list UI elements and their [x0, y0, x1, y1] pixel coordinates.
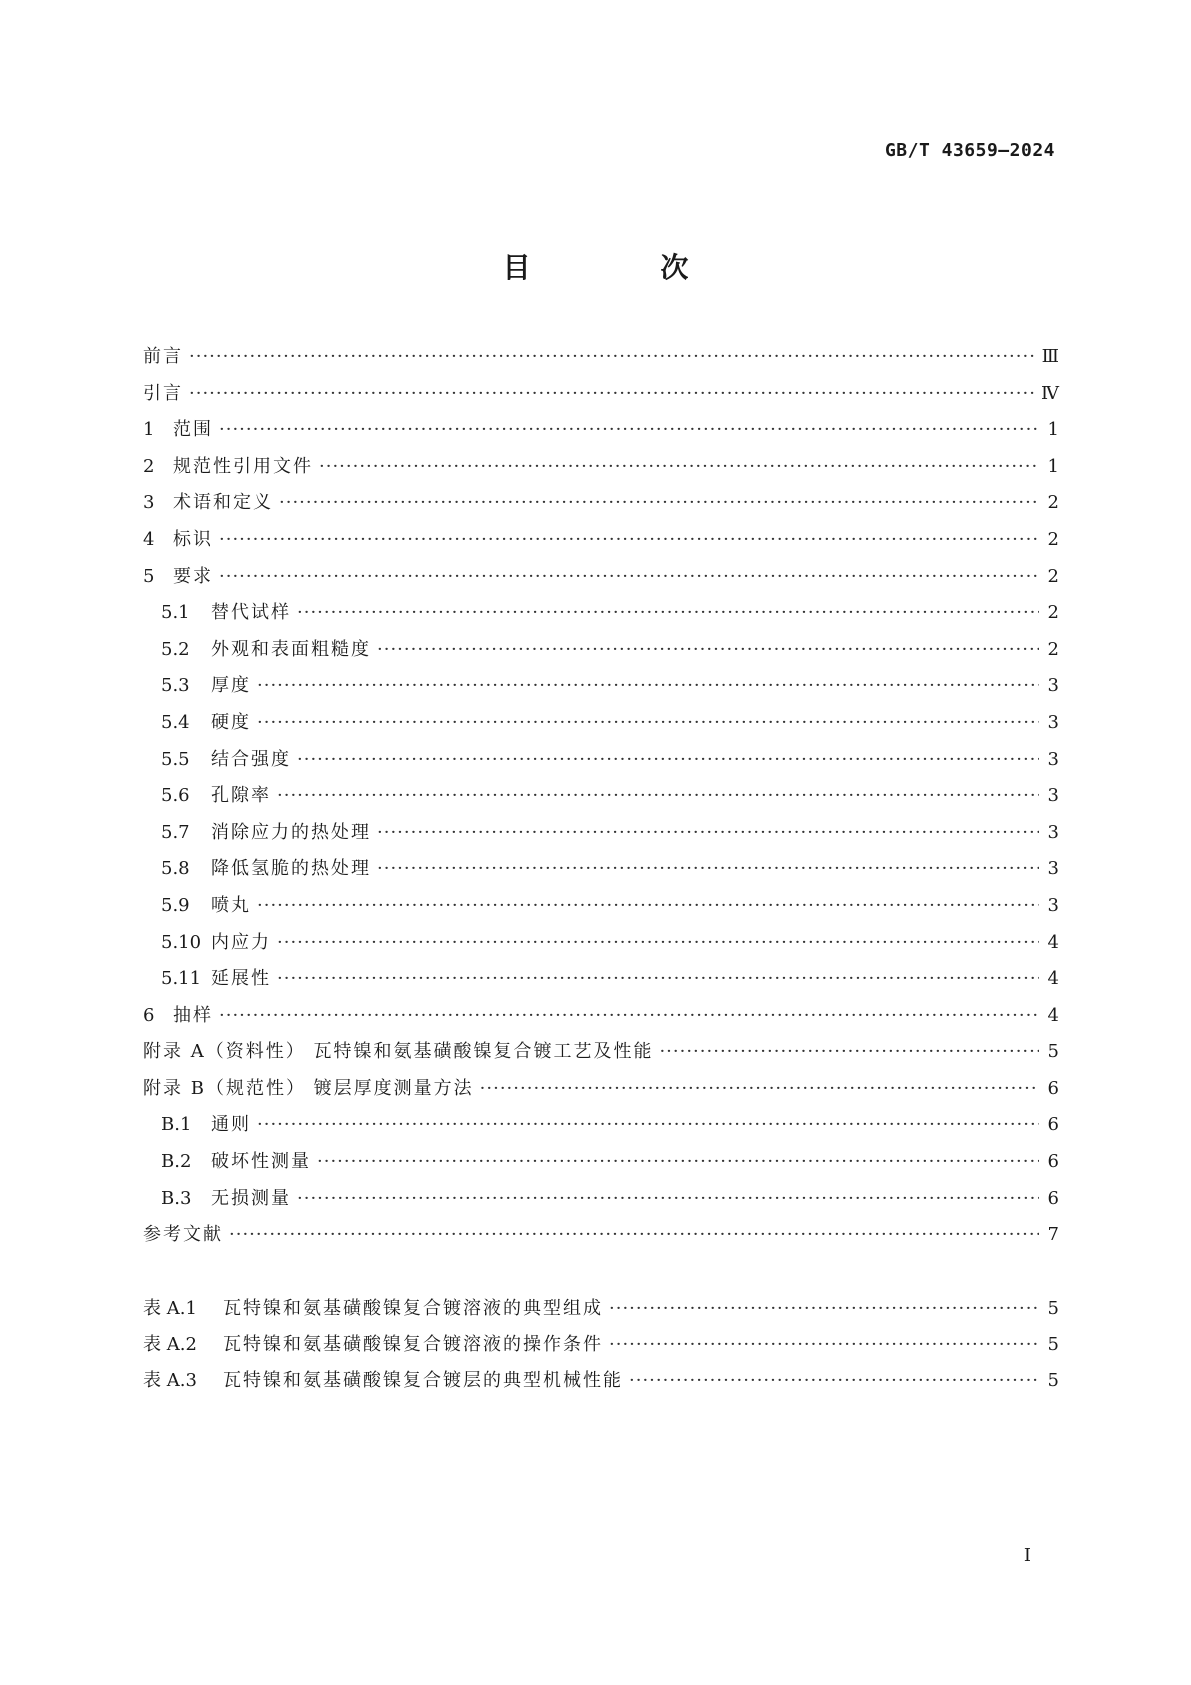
toc-entry-number: 5.10	[161, 931, 202, 953]
toc-entry-label: 结合强度	[211, 748, 291, 770]
toc-entry-page: 4	[1047, 968, 1059, 990]
toc-entry[interactable]	[143, 928, 1059, 965]
table-of-contents	[143, 342, 1059, 1257]
dot-leader	[317, 1151, 1039, 1172]
toc-entry[interactable]	[143, 379, 1059, 416]
toc-entry-page: 1	[1047, 455, 1059, 477]
toc-entry-number: 2	[143, 455, 155, 477]
toc-entry-label: 消除应力的热处理	[211, 821, 371, 843]
toc-entry-page: 3	[1047, 858, 1059, 880]
toc-entry-page: 5	[1047, 1041, 1059, 1063]
toc-entry-page: 2	[1047, 638, 1059, 660]
toc-entry-number: 5.9	[161, 894, 190, 916]
toc-entry-number: 5.2	[161, 638, 190, 660]
table-list-entry[interactable]	[143, 1294, 1059, 1330]
dot-leader	[629, 1370, 1039, 1391]
toc-entry-number: 5.3	[161, 675, 190, 697]
dot-leader	[189, 383, 1035, 404]
table-list-entry-label: 瓦特镍和氨基磺酸镍复合镀溶液的操作条件	[223, 1334, 603, 1355]
toc-entry-label: 无损测量	[211, 1187, 291, 1209]
toc-entry-page: 3	[1047, 785, 1059, 807]
toc-entry-page: 6	[1047, 1151, 1059, 1173]
toc-entry[interactable]	[143, 781, 1059, 818]
toc-entry-label: 破坏性测量	[211, 1151, 311, 1173]
toc-entry[interactable]	[143, 854, 1059, 891]
toc-entry-page: Ⅲ	[1041, 346, 1059, 367]
toc-entry-page: 2	[1047, 602, 1059, 624]
toc-entry-number: 5.5	[161, 748, 190, 770]
toc-entry[interactable]	[143, 1110, 1059, 1147]
dot-leader	[377, 822, 1039, 843]
dot-leader	[377, 639, 1039, 660]
toc-entry-number: 3	[143, 492, 155, 514]
toc-entry[interactable]	[143, 1184, 1059, 1221]
page-number: I	[1023, 1545, 1031, 1566]
toc-entry-number: 5.1	[161, 602, 190, 624]
table-list-entry-number: 表 A.3	[143, 1370, 197, 1391]
toc-entry-page: 4	[1047, 1004, 1059, 1026]
dot-leader	[219, 419, 1039, 440]
toc-entry[interactable]	[143, 562, 1059, 599]
toc-entry-label: 参考文献	[143, 1224, 223, 1246]
toc-entry-page: Ⅳ	[1041, 382, 1059, 404]
list-of-tables	[143, 1294, 1059, 1402]
toc-entry[interactable]	[143, 342, 1059, 379]
toc-entry-number: 5.11	[161, 968, 202, 990]
dot-leader	[277, 968, 1039, 989]
toc-entry-label: 附录 B（规范性） 镀层厚度测量方法	[143, 1077, 474, 1099]
toc-entry-page: 7	[1047, 1224, 1059, 1246]
toc-entry-label: 引言	[143, 382, 183, 404]
toc-entry-number: 5.7	[161, 821, 190, 843]
toc-entry[interactable]	[143, 964, 1059, 1001]
toc-entry-label: 硬度	[211, 711, 251, 733]
toc-entry[interactable]	[143, 598, 1059, 635]
dot-leader	[377, 858, 1039, 879]
toc-entry-page: 2	[1047, 492, 1059, 514]
toc-entry-number: B.3	[161, 1187, 192, 1209]
toc-entry-label: 喷丸	[211, 894, 251, 916]
table-list-entry-page: 5	[1047, 1370, 1059, 1391]
dot-leader	[219, 529, 1039, 550]
dot-leader	[219, 566, 1039, 587]
toc-entry-number: 1	[143, 419, 155, 441]
toc-entry-page: 6	[1047, 1114, 1059, 1136]
dot-leader	[659, 1041, 1039, 1062]
table-list-entry-label: 瓦特镍和氨基磺酸镍复合镀溶液的典型组成	[223, 1298, 603, 1319]
table-list-entry[interactable]	[143, 1330, 1059, 1366]
toc-entry-label: 厚度	[211, 675, 251, 697]
table-list-entry-number: 表 A.2	[143, 1334, 197, 1355]
dot-leader	[277, 932, 1039, 953]
dot-leader	[609, 1334, 1039, 1355]
toc-entry-number: B.2	[161, 1151, 192, 1173]
toc-entry-label: 前言	[143, 346, 183, 367]
toc-entry-number: 5.8	[161, 858, 190, 880]
toc-entry[interactable]	[143, 488, 1059, 525]
document-code: GB/T 43659—2024	[884, 140, 1055, 161]
toc-entry[interactable]	[143, 1147, 1059, 1184]
toc-entry-label: 内应力	[211, 931, 271, 953]
toc-entry[interactable]	[143, 415, 1059, 452]
toc-entry-label: 要求	[173, 565, 213, 587]
toc-entry-label: 降低氢脆的热处理	[211, 858, 371, 880]
toc-entry[interactable]	[143, 1074, 1059, 1111]
dot-leader	[480, 1078, 1039, 1099]
dot-leader	[277, 785, 1039, 806]
table-list-entry-number: 表 A.1	[143, 1298, 197, 1319]
toc-entry-label: 范围	[173, 419, 213, 441]
toc-entry-page: 6	[1047, 1187, 1059, 1209]
table-list-entry-page: 5	[1047, 1334, 1059, 1355]
toc-entry[interactable]	[143, 635, 1059, 672]
dot-leader	[609, 1298, 1039, 1319]
table-list-entry[interactable]	[143, 1366, 1059, 1402]
dot-leader	[219, 1005, 1039, 1026]
toc-entry-page: 2	[1047, 528, 1059, 550]
page-title: 目 次	[502, 251, 749, 284]
toc-entry-number: 5.6	[161, 785, 190, 807]
toc-entry-number: B.1	[161, 1114, 192, 1136]
toc-entry-page: 3	[1047, 675, 1059, 697]
toc-entry[interactable]	[143, 1220, 1059, 1257]
dot-leader	[297, 602, 1039, 623]
toc-entry[interactable]	[143, 745, 1059, 782]
toc-entry-page: 3	[1047, 748, 1059, 770]
dot-leader	[297, 1188, 1039, 1209]
dot-leader	[257, 1114, 1039, 1135]
dot-leader	[229, 1224, 1039, 1245]
dot-leader	[257, 895, 1039, 916]
toc-entry-label: 标识	[173, 528, 213, 550]
toc-entry-label: 附录 A（资料性） 瓦特镍和氨基磺酸镍复合镀工艺及性能	[143, 1041, 654, 1063]
toc-entry-label: 抽样	[173, 1004, 213, 1026]
table-list-entry-page: 5	[1047, 1298, 1059, 1319]
toc-entry[interactable]	[143, 818, 1059, 855]
dot-leader	[297, 749, 1039, 770]
toc-entry[interactable]	[143, 1001, 1059, 1038]
toc-entry-page: 3	[1047, 894, 1059, 916]
toc-entry-page: 6	[1047, 1077, 1059, 1099]
toc-entry[interactable]	[143, 452, 1059, 489]
toc-entry-label: 孔隙率	[211, 785, 271, 807]
table-list-entry-label: 瓦特镍和氨基磺酸镍复合镀层的典型机械性能	[223, 1370, 623, 1391]
toc-entry[interactable]	[143, 891, 1059, 928]
toc-entry-label: 延展性	[211, 968, 271, 990]
toc-entry-page: 2	[1047, 565, 1059, 587]
toc-entry-label: 规范性引用文件	[173, 455, 313, 477]
toc-entry[interactable]	[143, 525, 1059, 562]
dot-leader	[279, 492, 1039, 513]
toc-entry[interactable]	[143, 708, 1059, 745]
toc-entry[interactable]	[143, 1037, 1059, 1074]
toc-entry[interactable]	[143, 671, 1059, 708]
toc-entry-number: 4	[143, 528, 155, 550]
dot-leader	[189, 346, 1036, 367]
dot-leader	[319, 456, 1039, 477]
dot-leader	[257, 712, 1039, 733]
toc-entry-number: 6	[143, 1004, 155, 1026]
toc-entry-label: 替代试样	[211, 602, 291, 624]
dot-leader	[257, 675, 1039, 696]
toc-entry-label: 术语和定义	[173, 492, 273, 514]
toc-entry-page: 4	[1047, 931, 1059, 953]
toc-entry-number: 5.4	[161, 711, 190, 733]
toc-entry-page: 1	[1047, 419, 1059, 441]
toc-entry-page: 3	[1047, 711, 1059, 733]
toc-entry-label: 外观和表面粗糙度	[211, 638, 371, 660]
toc-entry-page: 3	[1047, 821, 1059, 843]
toc-entry-label: 通则	[211, 1114, 251, 1136]
toc-entry-number: 5	[143, 565, 155, 587]
